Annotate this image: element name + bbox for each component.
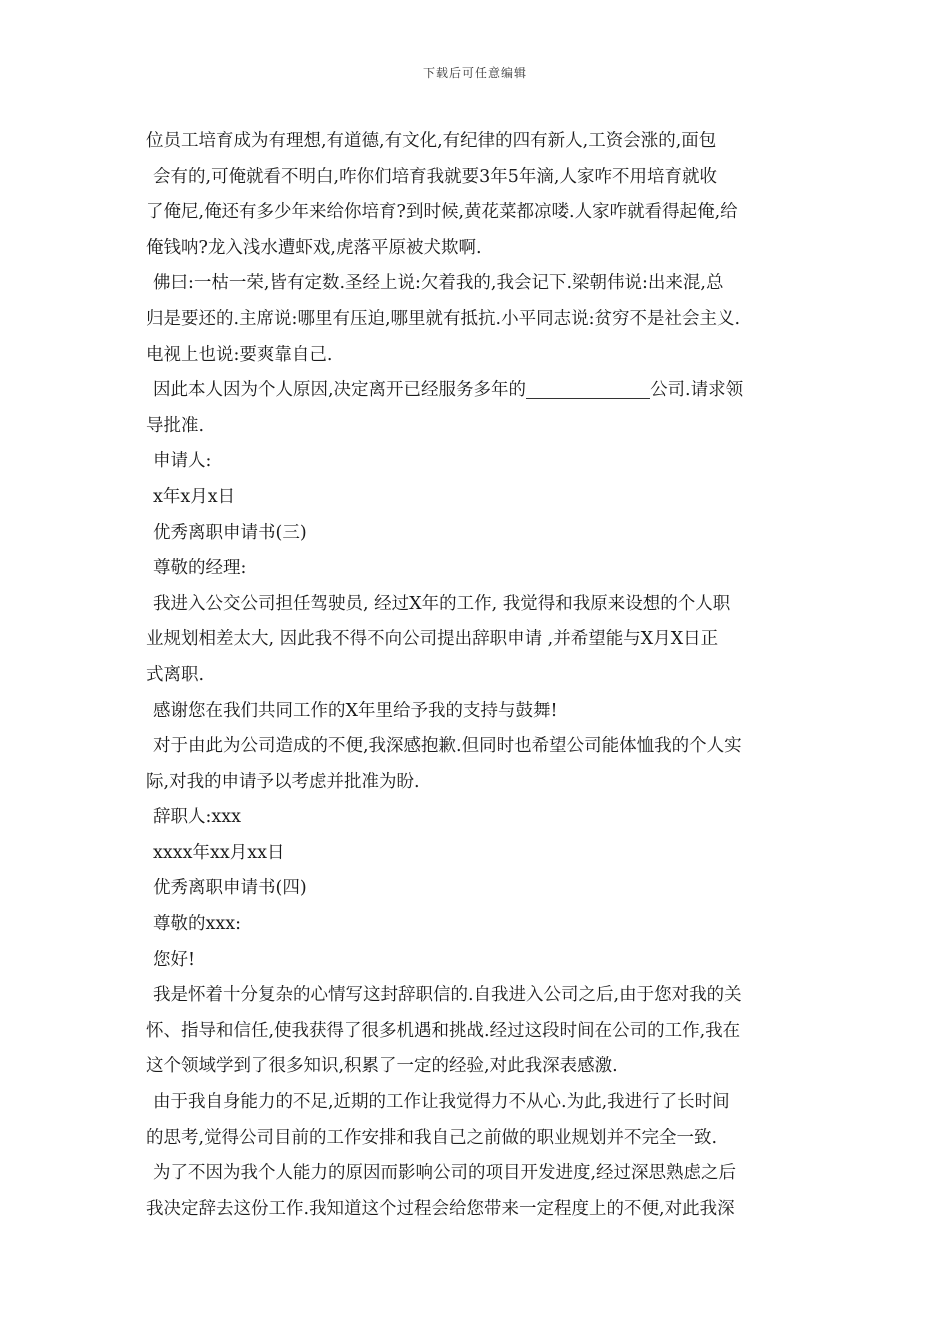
- text-line: 了俺尼,俺还有多少年来给你培育?到时候,黄花菜都凉喽.人家咋就看得起俺,给: [146, 202, 738, 223]
- text-line: 为了不因为我个人能力的原因而影响公司的项目开发进度,经过深思熟虑之后: [153, 1163, 737, 1184]
- text-line: 归是要还的.主席说:哪里有压迫,哪里就有抵抗.小平同志说:贫穷不是社会主义.: [146, 308, 741, 329]
- text-line: 电视上也说:要爽靠自己.: [146, 344, 333, 365]
- text-line: 对于由此为公司造成的不便,我深感抱歉.但同时也希望公司能体恤我的个人实: [153, 736, 742, 757]
- text-line: 际,对我的申请予以考虑并批准为盼.: [146, 771, 420, 792]
- text-line-with-blank: [146, 373, 814, 409]
- page-header: 下载后可任意编辑: [422, 66, 527, 80]
- text-line: 位员工培育成为有理想,有道德,有文化,有纪律的四有新人,工资会涨的,面包: [146, 131, 717, 151]
- text-line: 会有的,可俺就看不明白,咋你们培育我就要3年5年滴,人家咋不用培育就收: [153, 166, 717, 187]
- text-line: 式离职.: [146, 664, 205, 685]
- text-segment: 因此本人因为个人原因,决定离开已经服务多年的: [153, 380, 527, 401]
- text-line: 我是怀着十分复杂的心情写这封辞职信的.自我进入公司之后,由于您对我的关: [153, 985, 742, 1006]
- text-line: 我决定辞去这份工作.我知道这个过程会给您带来一定程度上的不便,对此我深: [146, 1198, 735, 1219]
- text-line: 俺钱呐?龙入浅水遭虾戏,虎落平原被犬欺啊.: [146, 237, 482, 258]
- text-line: 尊敬的经理:: [153, 558, 247, 579]
- text-line: 业规划相差太大, 因此我不得不向公司提出辞职申请 ,并希望能与X月X日正: [146, 629, 719, 650]
- text-line: x年x月x日: [153, 486, 236, 507]
- text-line: 佛曰:一枯一荣,皆有定数.圣经上说:欠着我的,我会记下.梁朝伟说:出来混,总: [153, 273, 724, 294]
- text-line: 辞职人:xxx: [153, 807, 242, 828]
- section-title: 优秀离职申请书(四): [153, 878, 307, 899]
- text-line: 由于我自身能力的不足,近期的工作让我觉得力不从心.为此,我进行了长时间: [153, 1092, 730, 1113]
- text-segment: 公司.请求领: [650, 380, 744, 401]
- text-line: 我进入公交公司担任驾驶员, 经过X年的工作, 我觉得和我原来设想的个人职: [153, 593, 731, 614]
- text-line: 导批准.: [146, 415, 205, 436]
- text-line: 这个领域学到了很多知识,积累了一定的经验,对此我深表感激.: [146, 1056, 618, 1077]
- text-line: xxxx年xx月xx日: [153, 842, 285, 863]
- text-line: 您好!: [153, 949, 196, 970]
- section-title: 优秀离职申请书(三): [153, 522, 307, 543]
- text-line: 的思考,觉得公司目前的工作安排和我自己之前做的职业规划并不完全一致.: [146, 1127, 718, 1148]
- text-line: 感谢您在我们共同工作的X年里给予我的支持与鼓舞!: [153, 700, 558, 721]
- document-body: [146, 124, 814, 1227]
- text-line: 申请人:: [153, 451, 212, 472]
- text-line: 怀、指导和信任,使我获得了很多机遇和挑战.经过这段时间在公司的工作,我在: [146, 1020, 741, 1041]
- company-name-blank: [526, 378, 650, 399]
- text-line: 尊敬的xxx:: [153, 914, 242, 935]
